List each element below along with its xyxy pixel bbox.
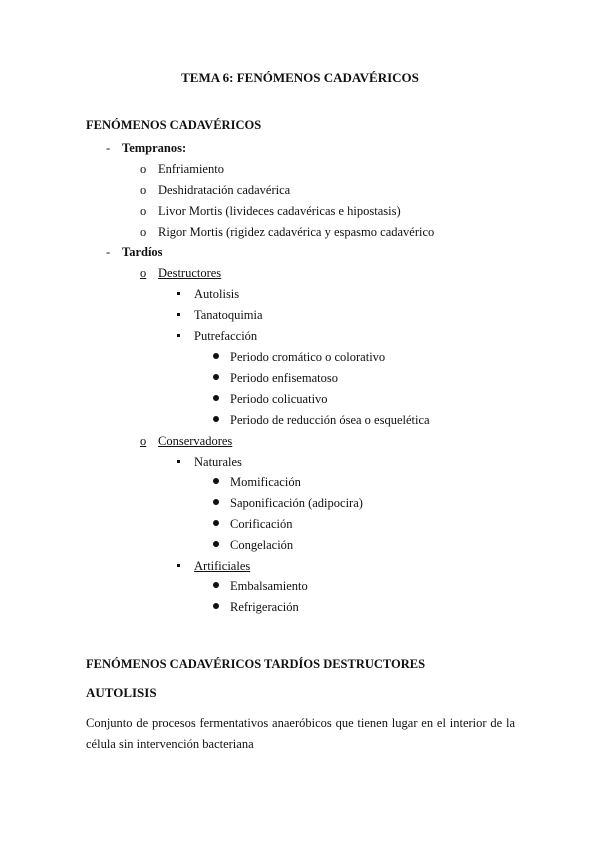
list-item-tardios: Tardíos xyxy=(122,245,163,259)
subheading-autolisis: AUTOLISIS xyxy=(86,685,157,700)
list-item: Saponificación (adipocira) xyxy=(230,496,363,510)
list-item: Periodo de reducción ósea o esquelética xyxy=(230,413,430,427)
list-item: Tanatoquimia xyxy=(194,308,263,322)
circle-bullet: o xyxy=(140,225,147,239)
list-item: Congelación xyxy=(230,538,294,552)
disc-bullet xyxy=(213,395,219,401)
list-item: Enfriamiento xyxy=(158,162,224,176)
square-bullet xyxy=(177,313,180,316)
list-item-tempranos: Tempranos: xyxy=(122,141,187,155)
square-bullet xyxy=(177,334,180,337)
list-item: Periodo enfisematoso xyxy=(230,371,338,385)
disc-bullet xyxy=(213,520,219,526)
disc-bullet xyxy=(213,416,219,422)
circle-bullet: o xyxy=(140,266,147,280)
disc-bullet xyxy=(213,603,219,609)
list-item: Autolisis xyxy=(194,287,240,301)
list-item: Momificación xyxy=(230,475,301,489)
disc-bullet xyxy=(213,478,219,484)
circle-bullet: o xyxy=(140,183,147,197)
list-item-naturales: Naturales xyxy=(194,455,242,469)
square-bullet xyxy=(177,292,180,295)
disc-bullet xyxy=(213,582,219,588)
list-item-artificiales: Artificiales xyxy=(194,559,251,573)
circle-bullet: o xyxy=(140,434,147,448)
disc-bullet xyxy=(213,374,219,380)
square-bullet xyxy=(177,460,180,463)
list-item: Putrefacción xyxy=(194,329,258,343)
list-item: Deshidratación cadavérica xyxy=(158,183,291,197)
disc-bullet xyxy=(213,541,219,547)
list-item: Livor Mortis (livideces cadavéricas e hipostasis) xyxy=(158,204,401,218)
disc-bullet xyxy=(213,353,219,359)
dash-bullet: - xyxy=(106,245,111,259)
dash-bullet: - xyxy=(106,141,111,155)
section-heading-tardios-destructores: FENÓMENOS CADAVÉRICOS TARDÍOS DESTRUCTORES xyxy=(86,657,426,671)
list-item: Embalsamiento xyxy=(230,579,308,593)
document-title: TEMA 6: FENÓMENOS CADAVÉRICOS xyxy=(181,70,419,85)
circle-bullet: o xyxy=(140,162,147,176)
list-item-destructores: Destructores xyxy=(158,266,222,280)
list-item: Corificación xyxy=(230,517,293,531)
paragraph-autolisis: Conjunto de procesos fermentativos anaeróbicos que tienen lugar en el interior de la célula sin intervención bacteriana xyxy=(86,716,515,751)
list-item: Rigor Mortis (rigidez cadavérica y espasmo cadavérico xyxy=(158,225,435,239)
list-item: Periodo cromático o colorativo xyxy=(230,350,386,364)
list-item: Refrigeración xyxy=(230,600,299,614)
list-item: Periodo colicuativo xyxy=(230,392,328,406)
list-item-conservadores: Conservadores xyxy=(158,434,233,448)
disc-bullet xyxy=(213,499,219,505)
circle-bullet: o xyxy=(140,204,147,218)
section-heading-fenomenos: FENÓMENOS CADAVÉRICOS xyxy=(86,118,262,132)
